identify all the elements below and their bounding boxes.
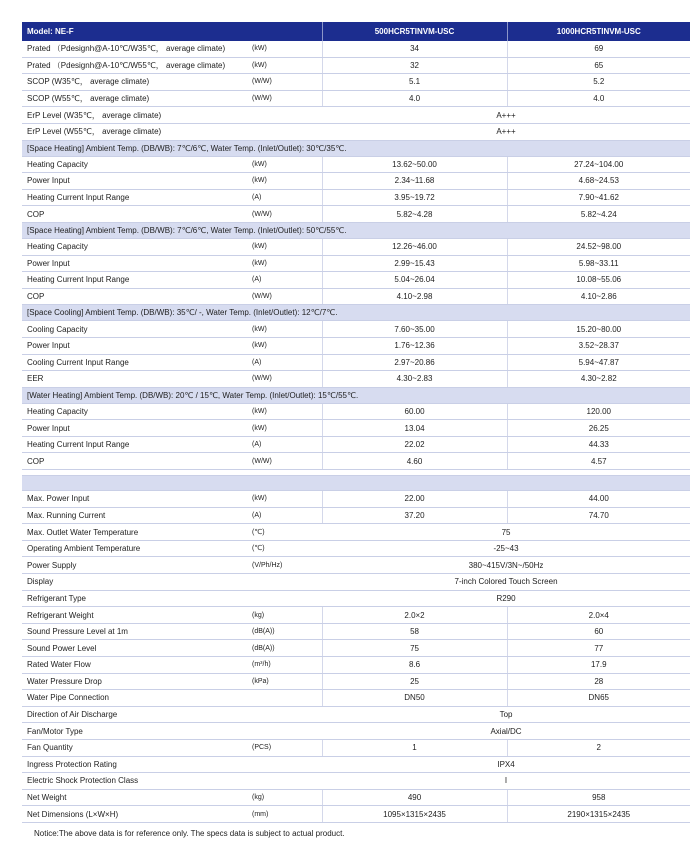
row-value-model-1: 5.82~4.28 [322,206,507,223]
section-title: [Space Cooling] Ambient Temp. (DB/WB): 35℃/ -, Water Temp. (Inlet/Outlet): 12℃/7℃. [22,305,690,321]
row-value-model-2: 27.24~104.00 [507,156,690,173]
row-unit: (kW) [252,41,322,57]
row-unit: (A) [252,507,322,524]
row-label: Display [22,574,252,591]
row-shared-value: A+++ [322,123,690,140]
row-unit: (A) [252,272,322,289]
row-value-model-2: 7.90~41.62 [507,189,690,206]
table-row [22,206,690,223]
model-1-header: 500HCR5TINVM-USC [322,22,507,41]
table-row [22,74,690,91]
row-label: Power Supply [22,557,252,574]
row-value-model-1: 60.00 [322,403,507,420]
table-row [22,354,690,371]
row-value-model-2: 24.52~98.00 [507,238,690,255]
row-shared-value: 7-inch Colored Touch Screen [322,574,690,591]
row-value-model-1: 8.6 [322,657,507,674]
row-value-model-2: DN65 [507,690,690,707]
row-value-model-2: 69 [507,41,690,57]
row-label: Max. Running Current [22,507,252,524]
row-label: EER [22,371,252,388]
row-value-model-2: 10.08~55.06 [507,272,690,289]
table-row [22,690,690,707]
row-label: Fan/Motor Type [22,723,252,740]
row-label: COP [22,206,252,223]
row-value-model-1: 22.00 [322,491,507,508]
row-value-model-2: 5.2 [507,74,690,91]
row-value-model-2: 5.98~33.11 [507,255,690,272]
row-unit: (kW) [252,238,322,255]
row-label: Heating Capacity [22,238,252,255]
row-label: Power Input [22,337,252,354]
row-label: Rated Water Flow [22,657,252,674]
row-label: ErP Level (W55℃， average climate) [22,123,252,140]
model-2-header: 1000HCR5TINVM-USC [507,22,690,41]
table-row [22,107,690,124]
row-label: Power Input [22,173,252,190]
table-row [22,173,690,190]
row-unit: (℃) [252,540,322,557]
row-label: Ingress Protection Rating [22,756,252,773]
table-row [22,189,690,206]
row-unit: (W/W) [252,288,322,305]
row-label: Sound Power Level [22,640,252,657]
row-value-model-1: 5.1 [322,74,507,91]
row-unit [252,773,322,790]
row-unit: (kW) [252,173,322,190]
row-label: Power Input [22,255,252,272]
row-value-model-1: 75 [322,640,507,657]
blank-band [22,476,690,491]
table-row [22,123,690,140]
row-unit: (kg) [252,789,322,806]
table-row [22,590,690,607]
row-value-model-2: 74.70 [507,507,690,524]
table-row [22,657,690,674]
row-value-model-2: 4.57 [507,453,690,470]
row-value-model-1: 34 [322,41,507,57]
table-row [22,640,690,657]
section-title: [Space Heating] Ambient Temp. (DB/WB): 7℃/6℃, Water Temp. (Inlet/Outlet): 50℃/55℃. [22,222,690,238]
row-shared-value: Axial/DC [322,723,690,740]
row-label: Net Dimensions (L×W×H) [22,806,252,823]
row-unit [252,107,322,124]
row-unit: (dB(A)) [252,640,322,657]
row-value-model-1: 12.26~46.00 [322,238,507,255]
table-row [22,238,690,255]
row-unit: (kW) [252,403,322,420]
row-label: COP [22,288,252,305]
row-unit: (m³/h) [252,657,322,674]
row-unit [252,690,322,707]
row-value-model-2: 65 [507,57,690,74]
table-row [22,90,690,107]
row-value-model-2: 60 [507,623,690,640]
row-value-model-1: 1 [322,739,507,756]
row-value-model-1: 4.10~2.98 [322,288,507,305]
row-value-model-1: 2.34~11.68 [322,173,507,190]
table-row [22,739,690,756]
table-row [22,507,690,524]
row-value-model-1: 7.60~35.00 [322,321,507,338]
row-unit: (V/Ph/Hz) [252,557,322,574]
row-value-model-2: 15.20~80.00 [507,321,690,338]
row-value-model-1: 1095×1315×2435 [322,806,507,823]
row-label: Refrigerant Weight [22,607,252,624]
spec-table [22,22,690,823]
row-label: Prated （Pdesignh@A-10℃/W55℃， average climate) [22,57,252,74]
row-label: Water Pipe Connection [22,690,252,707]
row-value-model-1: 5.04~26.04 [322,272,507,289]
row-value-model-1: 4.0 [322,90,507,107]
row-value-model-2: 958 [507,789,690,806]
row-label: Refrigerant Type [22,590,252,607]
row-unit: (kW) [252,255,322,272]
row-shared-value: -25~43 [322,540,690,557]
row-value-model-2: 2.0×4 [507,607,690,624]
table-row [22,540,690,557]
section-header-row [22,305,690,321]
row-label: Heating Current Input Range [22,272,252,289]
row-value-model-1: 13.04 [322,420,507,437]
row-label: Fan Quantity [22,739,252,756]
row-unit: (W/W) [252,90,322,107]
row-value-model-1: 32 [322,57,507,74]
section-header-row [22,140,690,156]
table-row [22,673,690,690]
row-value-model-2: 28 [507,673,690,690]
row-value-model-1: 37.20 [322,507,507,524]
row-value-model-1: 22.02 [322,436,507,453]
row-unit [252,723,322,740]
row-label: Operating Ambient Temperature [22,540,252,557]
row-value-model-1: 1.76~12.36 [322,337,507,354]
row-value-model-2: 5.94~47.87 [507,354,690,371]
table-row [22,272,690,289]
row-value-model-1: 490 [322,789,507,806]
row-unit: (kW) [252,321,322,338]
row-value-model-1: 2.0×2 [322,607,507,624]
table-row [22,706,690,723]
row-value-model-2: 17.9 [507,657,690,674]
table-row [22,255,690,272]
table-row [22,337,690,354]
row-unit [252,706,322,723]
row-label: SCOP (W55℃， average climate) [22,90,252,107]
row-label: Cooling Current Input Range [22,354,252,371]
row-label: Net Weight [22,789,252,806]
row-unit: (PCS) [252,739,322,756]
row-value-model-2: 77 [507,640,690,657]
table-row [22,420,690,437]
row-label: Heating Current Input Range [22,189,252,206]
row-unit: (dB(A)) [252,623,322,640]
row-unit: (kW) [252,420,322,437]
row-unit: (kg) [252,607,322,624]
table-row [22,524,690,541]
row-value-model-2: 5.82~4.24 [507,206,690,223]
table-row [22,288,690,305]
row-value-model-2: 3.52~28.37 [507,337,690,354]
row-unit: (A) [252,189,322,206]
row-label: Water Pressure Drop [22,673,252,690]
table-row [22,574,690,591]
row-unit [252,574,322,591]
row-shared-value: I [322,773,690,790]
row-unit: (mm) [252,806,322,823]
row-shared-value: A+++ [322,107,690,124]
row-label: Prated （Pdesignh@A-10℃/W35℃， average climate) [22,41,252,57]
table-row [22,491,690,508]
row-label: Heating Capacity [22,403,252,420]
row-label: Electric Shock Protection Class [22,773,252,790]
row-label: Sound Pressure Level at 1m [22,623,252,640]
row-unit [252,123,322,140]
row-value-model-2: 44.33 [507,436,690,453]
model-label: Model: NE-F [22,22,322,41]
row-unit [252,590,322,607]
row-value-model-1: 13.62~50.00 [322,156,507,173]
section-header-row [22,387,690,403]
row-label: COP [22,453,252,470]
row-value-model-1: DN50 [322,690,507,707]
table-row [22,41,690,57]
row-shared-value: 380~415V/3N~/50Hz [322,557,690,574]
row-unit: (W/W) [252,74,322,91]
row-label: Max. Power Input [22,491,252,508]
row-label: Heating Capacity [22,156,252,173]
row-unit: (W/W) [252,453,322,470]
row-unit: (kW) [252,337,322,354]
row-shared-value: 75 [322,524,690,541]
row-value-model-1: 2.99~15.43 [322,255,507,272]
row-label: Cooling Capacity [22,321,252,338]
row-label: Direction of Air Discharge [22,706,252,723]
row-unit: (W/W) [252,371,322,388]
row-unit: (A) [252,436,322,453]
table-row [22,607,690,624]
row-value-model-1: 2.97~20.86 [322,354,507,371]
row-unit: (A) [252,354,322,371]
row-shared-value: Top [322,706,690,723]
row-unit: (kW) [252,156,322,173]
row-value-model-2: 2 [507,739,690,756]
row-shared-value: IPX4 [322,756,690,773]
row-value-model-1: 3.95~19.72 [322,189,507,206]
table-header-row [22,22,690,41]
row-shared-value: R290 [322,590,690,607]
section-title: [Water Heating] Ambient Temp. (DB/WB): 20℃ / 15℃, Water Temp. (Inlet/Outlet): 15℃/55℃. [22,387,690,403]
table-row [22,403,690,420]
notice-text: Notice:The above data is for reference only. The specs data is subject to actual product. [34,829,345,838]
blank-band-row [22,476,690,491]
row-value-model-2: 120.00 [507,403,690,420]
row-value-model-2: 44.00 [507,491,690,508]
row-label: Heating Current Input Range [22,436,252,453]
row-unit: (kW) [252,57,322,74]
spec-sheet [22,22,690,823]
row-value-model-1: 25 [322,673,507,690]
row-value-model-1: 4.30~2.83 [322,371,507,388]
section-title: [Space Heating] Ambient Temp. (DB/WB): 7℃/6℃, Water Temp. (Inlet/Outlet): 30℃/35℃. [22,140,690,156]
table-row [22,156,690,173]
row-value-model-2: 4.0 [507,90,690,107]
table-row [22,623,690,640]
row-unit: (℃) [252,524,322,541]
table-row [22,806,690,823]
row-unit: (kW) [252,491,322,508]
table-row [22,756,690,773]
table-row [22,773,690,790]
section-header-row [22,222,690,238]
table-row [22,321,690,338]
row-value-model-1: 4.60 [322,453,507,470]
row-unit: (W/W) [252,206,322,223]
table-row [22,453,690,470]
row-label: Power Input [22,420,252,437]
row-value-model-2: 26.25 [507,420,690,437]
row-value-model-1: 58 [322,623,507,640]
row-value-model-2: 4.10~2.86 [507,288,690,305]
row-value-model-2: 4.30~2.82 [507,371,690,388]
table-row [22,371,690,388]
table-row [22,57,690,74]
table-row [22,723,690,740]
table-row [22,789,690,806]
row-label: SCOP (W35℃， average climate) [22,74,252,91]
row-unit: (kPa) [252,673,322,690]
row-label: Max. Outlet Water Temperature [22,524,252,541]
table-row [22,436,690,453]
table-row [22,557,690,574]
spec-rows [22,41,690,822]
row-label: ErP Level (W35℃， average climate) [22,107,252,124]
row-unit [252,756,322,773]
row-value-model-2: 4.68~24.53 [507,173,690,190]
row-value-model-2: 2190×1315×2435 [507,806,690,823]
